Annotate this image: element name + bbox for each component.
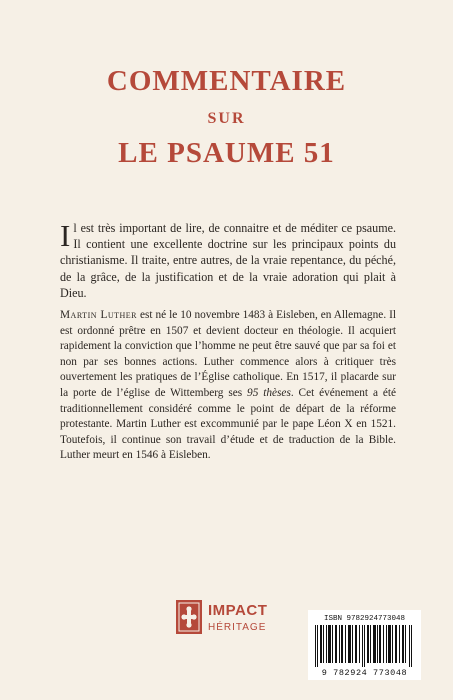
title-line-commentaire: COMMENTAIRE (106, 65, 347, 97)
dropcap-letter: I (60, 218, 71, 253)
intro-text: l est très important de lire, de connaitre et de méditer ce psaume. Il contient une excellente doctrine sur les principaux points du christianisme. Il traite, entre autres, de la vraie repentance, du péché, de la grâce, de la justification et de la vraie adoration qui plait à Dieu. (60, 221, 396, 300)
barcode-digits: 9 782924 773048 (321, 668, 408, 678)
bio-text-1: est né le 10 novembre 1483 à Eisleben, en Allemagne. Il est ordonné prêtre en 1507 et devient docteur en théologie. Il acquiert rapidement la conviction que l’homme ne peut être sauvé que par sa foi et non par ses bonnes actions. Luther commence alors à critiquer très ouvertement les pratiques de l’Église catholique. En 1517, il placarde sur la porte de l’église de Wittemberg ses (60, 309, 396, 399)
title-block (0, 64, 453, 170)
publisher-logo (176, 600, 266, 644)
barcode-bars (315, 625, 414, 667)
bio-text-2: . Cet événement a été traditionnellement considéré comme le point de départ de la réforme protestante. Martin Luther est excommunié par le pape Léon X en 1521. Toutefois, il continue son travail d’étude et de traduction de la Bible. Luther meurt en 1546 à Eisleben. (60, 386, 397, 462)
publisher-name: IMPACT (208, 602, 268, 619)
author-bio (60, 308, 396, 464)
bio-theses: 95 thèses (247, 386, 291, 399)
author-name: Martin Luther (60, 309, 138, 321)
intro-paragraph (60, 220, 396, 301)
title-line-psaume: LE PSAUME 51 (118, 137, 335, 169)
barcode-box (308, 610, 421, 680)
title-line-sur: SUR (207, 110, 246, 127)
publisher-emblem-icon (176, 600, 202, 634)
publisher-subtitle: HÉRITAGE (208, 622, 267, 633)
isbn-label: ISBN 9782924773048 (323, 615, 405, 623)
